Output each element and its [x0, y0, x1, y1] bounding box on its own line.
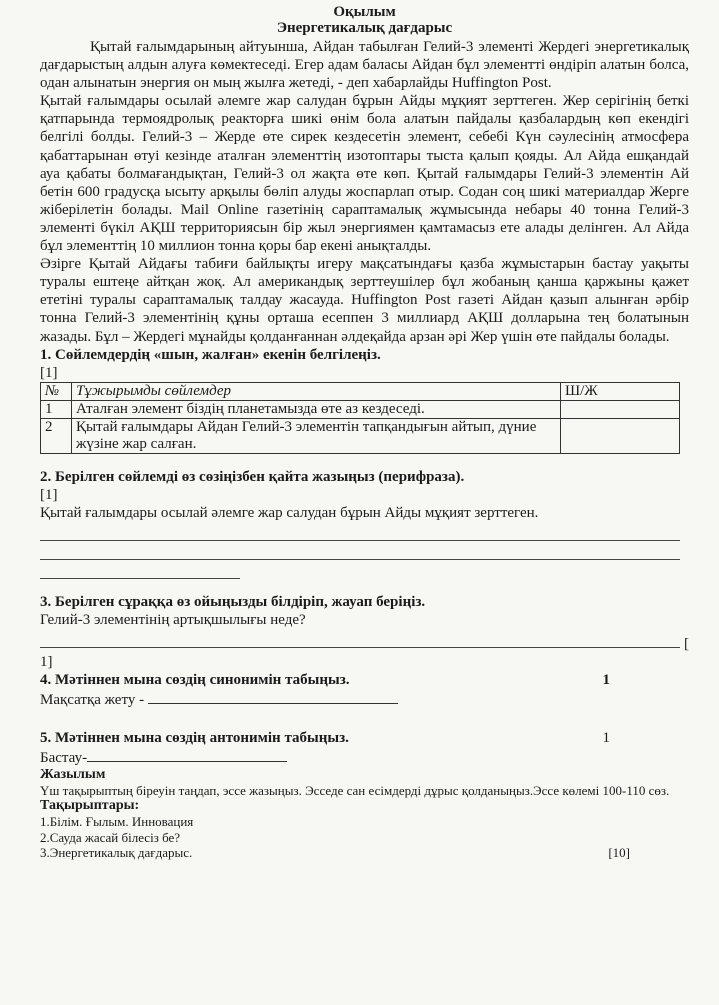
row-answer-cell[interactable] — [561, 400, 680, 418]
topic-item: 2.Сауда жасай білесіз бе? — [40, 829, 181, 845]
q5-title: 5. Мәтіннен мына сөздің антонимін табыңыз. — [40, 729, 349, 746]
q5-answer-blank[interactable] — [87, 747, 287, 762]
q2-title: 2. Берілген сөйлемді өз сөзіңізбен қайта жазыңыз (перифраза). — [40, 468, 465, 485]
row-statement: Аталған элемент біздің планетамызда өте аз кездеседі. — [72, 400, 561, 418]
q3-points-close: 1] — [40, 653, 53, 670]
row-number: 2 — [41, 418, 72, 453]
q4-points: 1 — [602, 671, 610, 688]
topic-item: 1.Білім. Ғылым. Инновация — [40, 814, 194, 830]
topic-item: 3.Энергетикалық дағдарыс. — [40, 845, 193, 861]
q2-answer-line-1[interactable] — [40, 522, 680, 541]
table-row — [41, 400, 680, 418]
text-title: Энергетикалық дағдарыс — [276, 20, 453, 36]
q5-points: 1 — [602, 729, 610, 746]
writing-section-title: Жазылым — [40, 766, 106, 782]
q4-prompt: Мақсатқа жету - — [40, 691, 145, 708]
q4-title: 4. Мәтіннен мына сөздің синонимін табыңыз. — [40, 671, 350, 688]
reading-paragraph-2: Қытай ғалымдары осылай әлемге жар салудан бұрын Айды мұқият зерттеген. Жер серігінің беткі қатпарында термоядролық реакторға шикі өнім бола алатын пайдалы қазбалардың көп екендігі белгілі болды. Гелий-3 – Жерде өте сирек кездесетін элемент, себебі Күн сәулесінің атмосфера қабаттарынан өтуі кезінде аталған элементтің изотоптары тыста қалып қояды. Ал Айда ешқандай ауа қабаты болмағандықтан, Гелий-3 ол жақта өте көп. Қытай ғалымдары Гелий-3 элементін Ай бетін 600 градусқа ысыту арқылы бөліп алуды жоспарлап отыр. Содан соң шикі материалдар Жерге жіберілетін болады. Mail Online газетінің сараптамалық жұмысында небары 40 тонна Гелий-3 элементі бүкіл АҚШ территориясын бір жыл энергиямен қамтамасыз ете алады делінген. Ал Айда бұл элементтің 10 миллион тонна қоры бар екені анықталды. — [40, 93, 689, 255]
writing-instruction: Үш тақырыптың біреуін таңдап, эссе жазыңыз. Эсседе сан есімдерді дұрыс қолданыңыз.Эссе көлемі 100-110 сөз. — [40, 782, 670, 798]
q3-answer-line[interactable] — [40, 629, 680, 648]
section-title-reading: Оқылым — [333, 4, 396, 20]
q5-prompt-row — [40, 747, 689, 767]
q3-points-open: [ — [684, 635, 689, 652]
col-answer-header: Ш/Ж — [561, 382, 680, 400]
col-statement-header: Тұжырымды сөйлемдер — [72, 382, 561, 400]
table-row — [41, 418, 680, 453]
q2-answer-line-3[interactable] — [40, 560, 240, 579]
reading-paragraph-3: Әзірге Қытай Айдағы табиғи байлықты игеру мақсатындағы қазба жұмыстарын бастау уақыты туралы ештеңе айтқан жоқ. Ал американдық зерттеушілер бұл жобаның қанша қаржыны қажет ететіні туралы сараптамалық талдау жасауда. Huffington Post газеті Айдан қазып алынған әрбір тонна Гелий-3 элементінің құны орташа есеппен 3 миллиард АҚШ долларына тең болатынын жазады. Бұл – Жердегі мұнайды қолданғаннан әлдеқайда арзан әрі Жер үшін өте пайдалы болады. — [40, 256, 689, 345]
q1-points: [1] — [40, 364, 58, 381]
col-number-header: № — [41, 382, 72, 400]
q3-title: 3. Берілген сұраққа өз ойыңызды білдіріп, жауап беріңіз. — [40, 593, 426, 610]
q2-answer-line-2[interactable] — [40, 541, 680, 560]
row-answer-cell[interactable] — [561, 418, 680, 453]
q4-answer-blank[interactable] — [148, 689, 398, 704]
reading-paragraph-1: Қытай ғалымдарының айтуынша, Айдан табылған Гелий-3 элементі Жердегі энергетикалық дағдарыстың алдын алуға көмектеседі. Егер адам баласы Айдан бұл элементті өндіріп алатын болса, одан алынатын энергия он мың жылға жетеді, - деп хабарлайды Huffington Post. — [40, 39, 689, 92]
q2-sentence: Қытай ғалымдары осылай әлемге жар салудан бұрын Айды мұқият зерттеген. — [40, 504, 539, 521]
row-number: 1 — [41, 400, 72, 418]
table-header-row — [41, 382, 680, 400]
q1-title: 1. Сөйлемдердің «шын, жалған» екенін белгілеңіз. — [40, 346, 381, 363]
q4-prompt-row — [40, 689, 689, 709]
true-false-table — [40, 382, 680, 454]
q5-prompt: Бастау- — [40, 749, 88, 766]
row-statement: Қытай ғалымдары Айдан Гелий-3 элементін тапқандығын айтып, дүние жүзіне жар салған. — [72, 418, 561, 453]
q2-points: [1] — [40, 486, 58, 503]
topics-title: Тақырыптары: — [40, 798, 140, 814]
writing-points: [10] — [608, 845, 630, 861]
q3-question: Гелий-3 элементінің артықшылығы неде? — [40, 611, 306, 628]
